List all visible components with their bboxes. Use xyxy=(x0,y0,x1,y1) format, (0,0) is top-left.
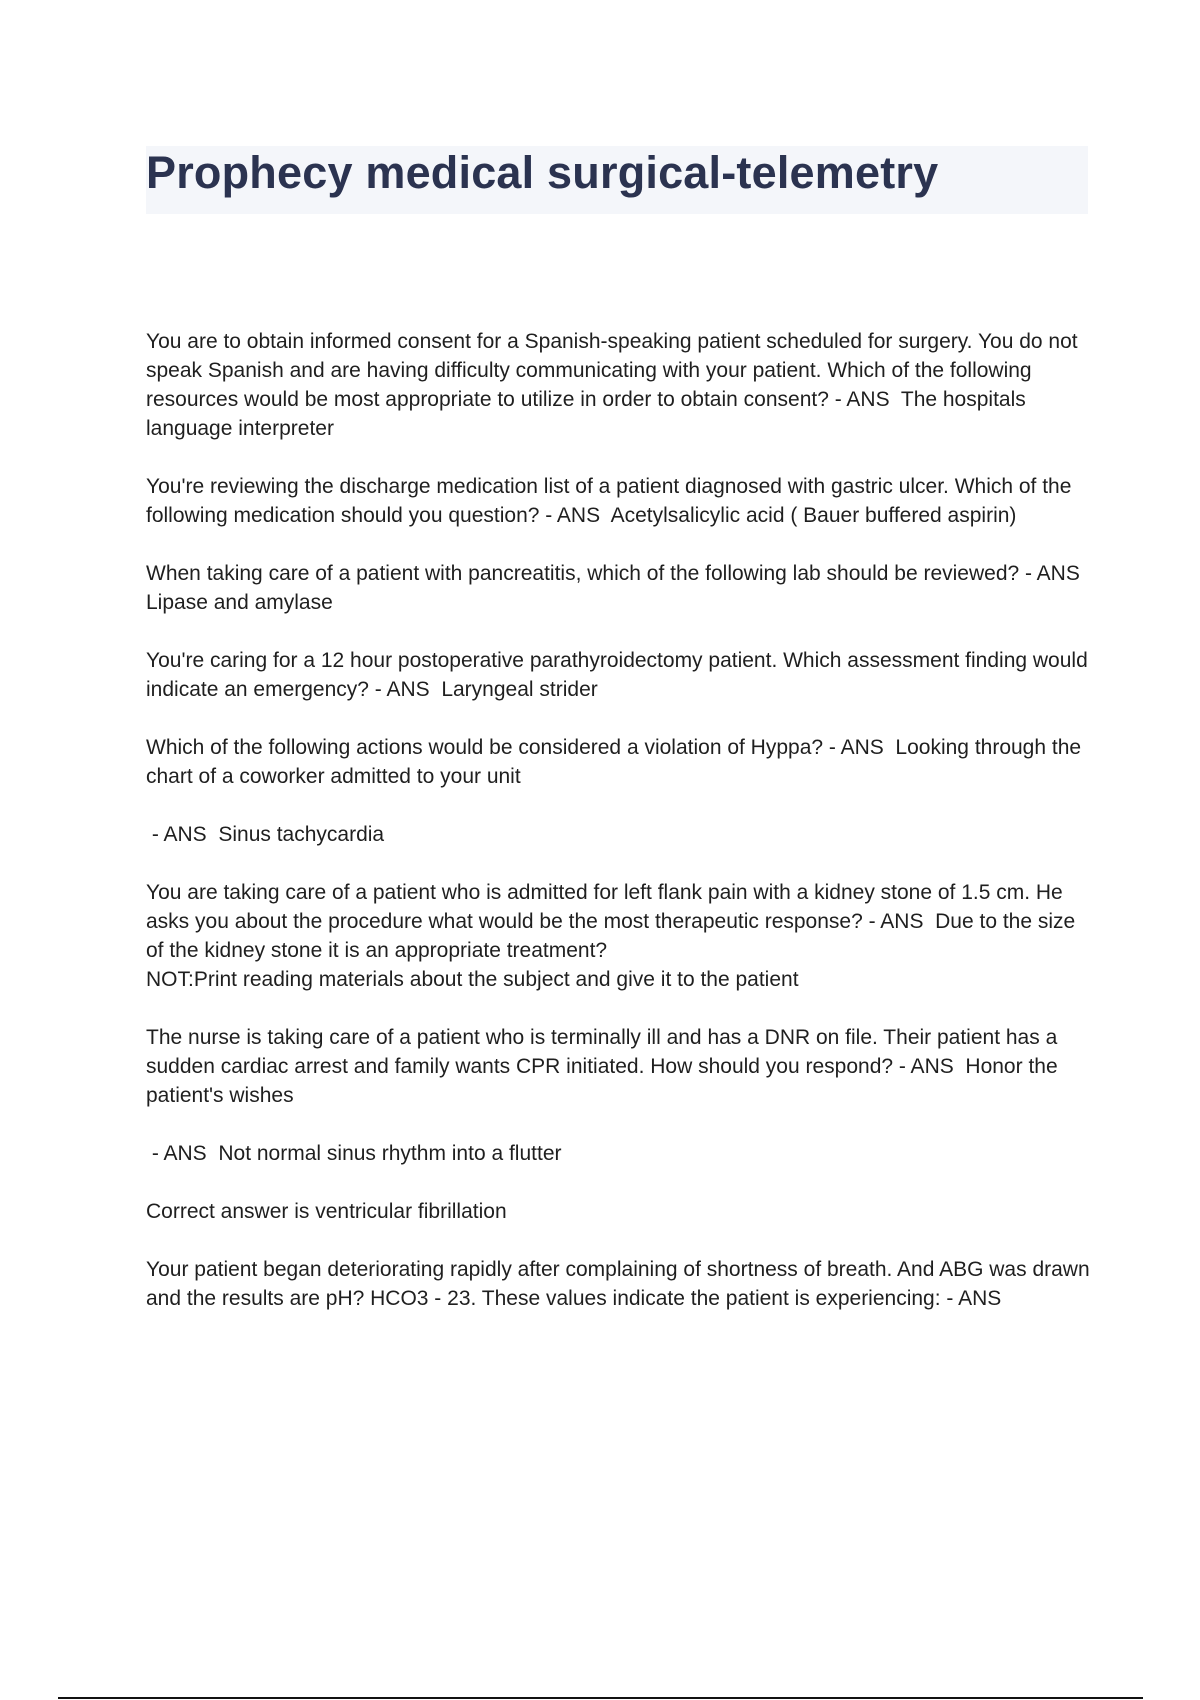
qa-entry-9: - ANS Not normal sinus rhythm into a flutter xyxy=(146,1142,562,1165)
footer-divider xyxy=(58,1697,1143,1699)
qa-entry-7: You are taking care of a patient who is admitted for left flank pain with a kidney stone of 1.5 cm. He asks you about the procedure what would be the most therapeutic response? - ANS Due to the size of the kidney stone it is an appropriate treatment? NOT:Print reading materials about the subject and give it to the patient xyxy=(146,878,1096,994)
qa-entry-3: When taking care of a patient with pancreatitis, which of the following lab should be reviewed? - ANS Lipase and amylase xyxy=(146,562,1092,614)
page-title: Prophecy medical surgical-telemetry xyxy=(146,147,939,198)
qa-entry-8: The nurse is taking care of a patient who is terminally ill and has a DNR on file. Their patient has a sudden cardiac arrest and family wants CPR initiated. How should you respond? - ANS Honor the patient's wishes xyxy=(146,1026,1064,1107)
qa-entry-7-note: NOT:Print reading materials about the subject and give it to the patient xyxy=(146,968,799,991)
qa-entry-2: You're reviewing the discharge medication list of a patient diagnosed with gastric ulcer. Which of the following medication should you question? - ANS Acetylsalicylic acid ( Bauer buffered aspirin) xyxy=(146,475,1078,527)
qa-entry-10: Correct answer is ventricular fibrillation xyxy=(146,1200,507,1223)
qa-entry-4: You're caring for a 12 hour postoperative parathyroidectomy patient. Which assessment finding would indicate an emergency? - ANS Laryngeal strider xyxy=(146,649,1094,701)
qa-entry-6: - ANS Sinus tachycardia xyxy=(146,823,385,846)
document-body xyxy=(146,327,1096,1342)
qa-entry-1: You are to obtain informed consent for a Spanish-speaking patient scheduled for surgery. You do not speak Spanish and are having difficulty communicating with your patient. Which of the following resources would be most appropriate to utilize in order to obtain consent? - ANS The hospitals language interpreter xyxy=(146,330,1084,440)
qa-entry-11: Your patient began deteriorating rapidly after complaining of shortness of breath. And ABG was drawn and the results are pH? HCO3 - 23. These values indicate the patient is experiencing: - ANS xyxy=(146,1258,1096,1310)
qa-entry-5: Which of the following actions would be considered a violation of Hyppa? - ANS Looking through the chart of a coworker admitted to your unit xyxy=(146,736,1087,788)
